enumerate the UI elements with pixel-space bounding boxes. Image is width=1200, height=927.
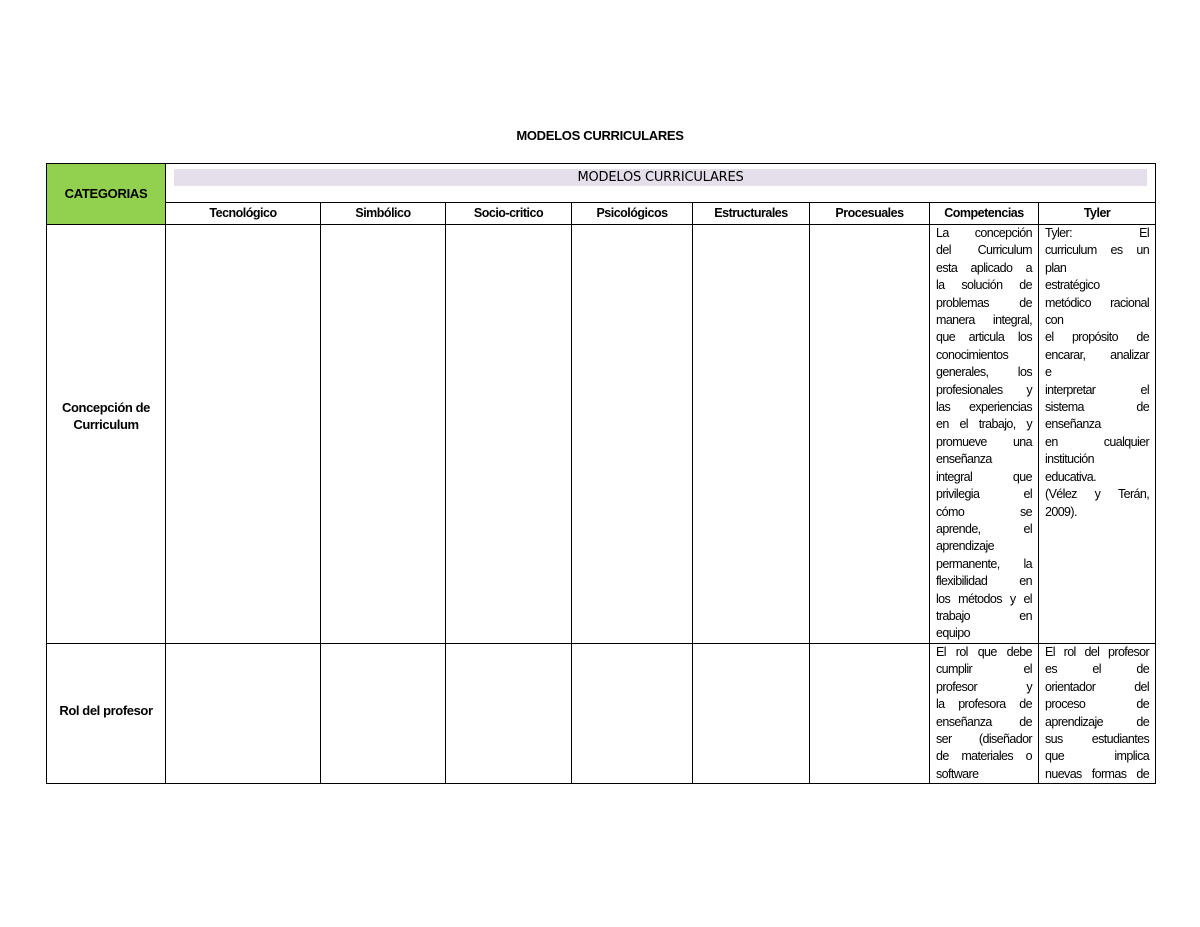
cell-text-line: problemas de <box>936 295 1032 310</box>
cell-text-line: de materiales o <box>936 749 1032 764</box>
cell-text-line: privilegia el <box>936 487 1032 502</box>
column-header-socio-critico: Socio-critico <box>446 203 572 225</box>
cell-text-line: esta aplicado a <box>936 260 1032 275</box>
cell-text-line: interpretar el <box>1045 382 1150 397</box>
cell-text-line: metódico racional <box>1045 295 1150 310</box>
cell-text-line: aprende, el <box>936 521 1032 536</box>
cell-text-line: El rol del profesor <box>1045 645 1150 659</box>
cell-text-line: educativa. <box>1045 469 1096 484</box>
cell-text-line: orientador del <box>1045 679 1150 694</box>
cell-empty <box>572 644 693 784</box>
cell-tyler-text <box>1039 644 1156 784</box>
cell-text-line: los métodos y el <box>936 591 1032 606</box>
document-title: MODELOS CURRICULARES <box>516 128 684 143</box>
cell-text-line: 2009). <box>1045 504 1077 519</box>
cell-text-line: estratégico <box>1045 278 1100 293</box>
column-header-competencias: Competencias <box>930 203 1039 225</box>
cell-text-line: cumplir el <box>936 662 1032 677</box>
cell-text-line: flexibilidad en <box>936 574 1032 589</box>
column-header-simbolico: Simbólico <box>321 203 446 225</box>
cell-text-line: sus estudiantes <box>1045 732 1150 747</box>
cell-text-line: que articula los <box>936 330 1032 345</box>
cell-text-line: integral que <box>936 469 1032 484</box>
cell-text-line: generales, los <box>936 365 1032 380</box>
cell-empty <box>572 225 693 644</box>
models-label: MODELOS CURRICULARES <box>174 169 1147 186</box>
cell-empty <box>446 225 572 644</box>
cell-empty <box>166 225 321 644</box>
cell-tyler-text <box>1039 225 1156 644</box>
cell-text-line: ser (diseñador <box>936 732 1032 747</box>
cell-text-line: el propósito de <box>1045 330 1150 345</box>
table-row-rol-profesor <box>47 644 1156 784</box>
cell-empty <box>693 225 810 644</box>
cell-empty <box>166 644 321 784</box>
cell-text-line: aprendizaje <box>936 539 995 554</box>
cell-competencias-text <box>930 644 1039 784</box>
cell-text-line: e <box>1045 365 1052 380</box>
cell-text-line: software <box>936 766 979 781</box>
cell-text-line: plan <box>1045 260 1067 275</box>
cell-text-line: promueve una <box>936 434 1032 449</box>
cell-text-line: La concepción <box>936 226 1032 240</box>
cell-text-line: con <box>1045 313 1064 328</box>
cell-empty <box>321 644 446 784</box>
cell-text-line: curriculum es un <box>1045 243 1150 258</box>
row-label: Rol del profesor <box>59 703 153 719</box>
row-header-rol-profesor <box>47 644 166 784</box>
cell-text-line: enseñanza <box>1045 417 1101 432</box>
column-header-estructurales: Estructurales <box>693 203 810 225</box>
cell-text-line: en el trabajo, y <box>936 417 1032 432</box>
cell-empty <box>446 644 572 784</box>
column-header-row <box>47 203 1156 225</box>
cell-competencias-text <box>930 225 1039 644</box>
cell-text-line: enseñanza de <box>936 714 1032 729</box>
cell-text-line: (Vélez y Terán, <box>1045 487 1150 502</box>
cell-text-line: proceso de <box>1045 697 1150 712</box>
cell-text-line: profesor y <box>936 679 1032 694</box>
column-header-tyler: Tyler <box>1039 203 1156 225</box>
cell-text-line: la solución de <box>936 278 1032 293</box>
categories-label: CATEGORIAS <box>64 186 148 202</box>
cell-text-line: institución <box>1045 452 1094 467</box>
cell-text-line: cómo se <box>936 504 1032 519</box>
cell-empty <box>321 225 446 644</box>
cell-text-line: las experiencias <box>936 400 1032 415</box>
categories-header <box>47 164 166 225</box>
models-header <box>166 164 1156 203</box>
cell-empty <box>810 225 930 644</box>
cell-text-line: manera integral, <box>936 313 1032 328</box>
cell-text-line: El rol que debe <box>936 645 1032 659</box>
cell-text-line: profesionales y <box>936 382 1032 397</box>
cell-text-line: Tyler: El <box>1045 226 1150 240</box>
cell-text-line: permanente, la <box>936 556 1032 571</box>
cell-text-line: nuevas formas de <box>1045 766 1150 781</box>
cell-text-line: aprendizaje de <box>1045 714 1150 729</box>
row-header-concepcion <box>47 225 166 644</box>
cell-text-line: conocimientos <box>936 347 1009 362</box>
cell-empty <box>810 644 930 784</box>
column-header-tecnologico: Tecnológico <box>166 203 321 225</box>
cell-text-line: la profesora de <box>936 697 1032 712</box>
cell-text-line: equipo <box>936 626 970 641</box>
header-row-top <box>47 164 1156 203</box>
cell-text-line: que implica <box>1045 749 1150 764</box>
cell-text-line: en cualquier <box>1045 434 1150 449</box>
cell-text-line: enseñanza <box>936 452 992 467</box>
row-label: Concepción de Curriculum <box>62 400 150 432</box>
column-header-procesuales: Procesuales <box>810 203 930 225</box>
cell-text-line: encarar, analizar <box>1045 347 1150 362</box>
cell-empty <box>693 644 810 784</box>
cell-text-line: trabajo en <box>936 608 1032 623</box>
cell-text-line: del Curriculum <box>936 243 1032 258</box>
cell-text-line: sistema de <box>1045 400 1150 415</box>
table-row-concepcion <box>47 225 1156 644</box>
cell-text-line: es el de <box>1045 662 1150 677</box>
curricular-models-table <box>46 163 1156 784</box>
column-header-psicologicos: Psicológicos <box>572 203 693 225</box>
